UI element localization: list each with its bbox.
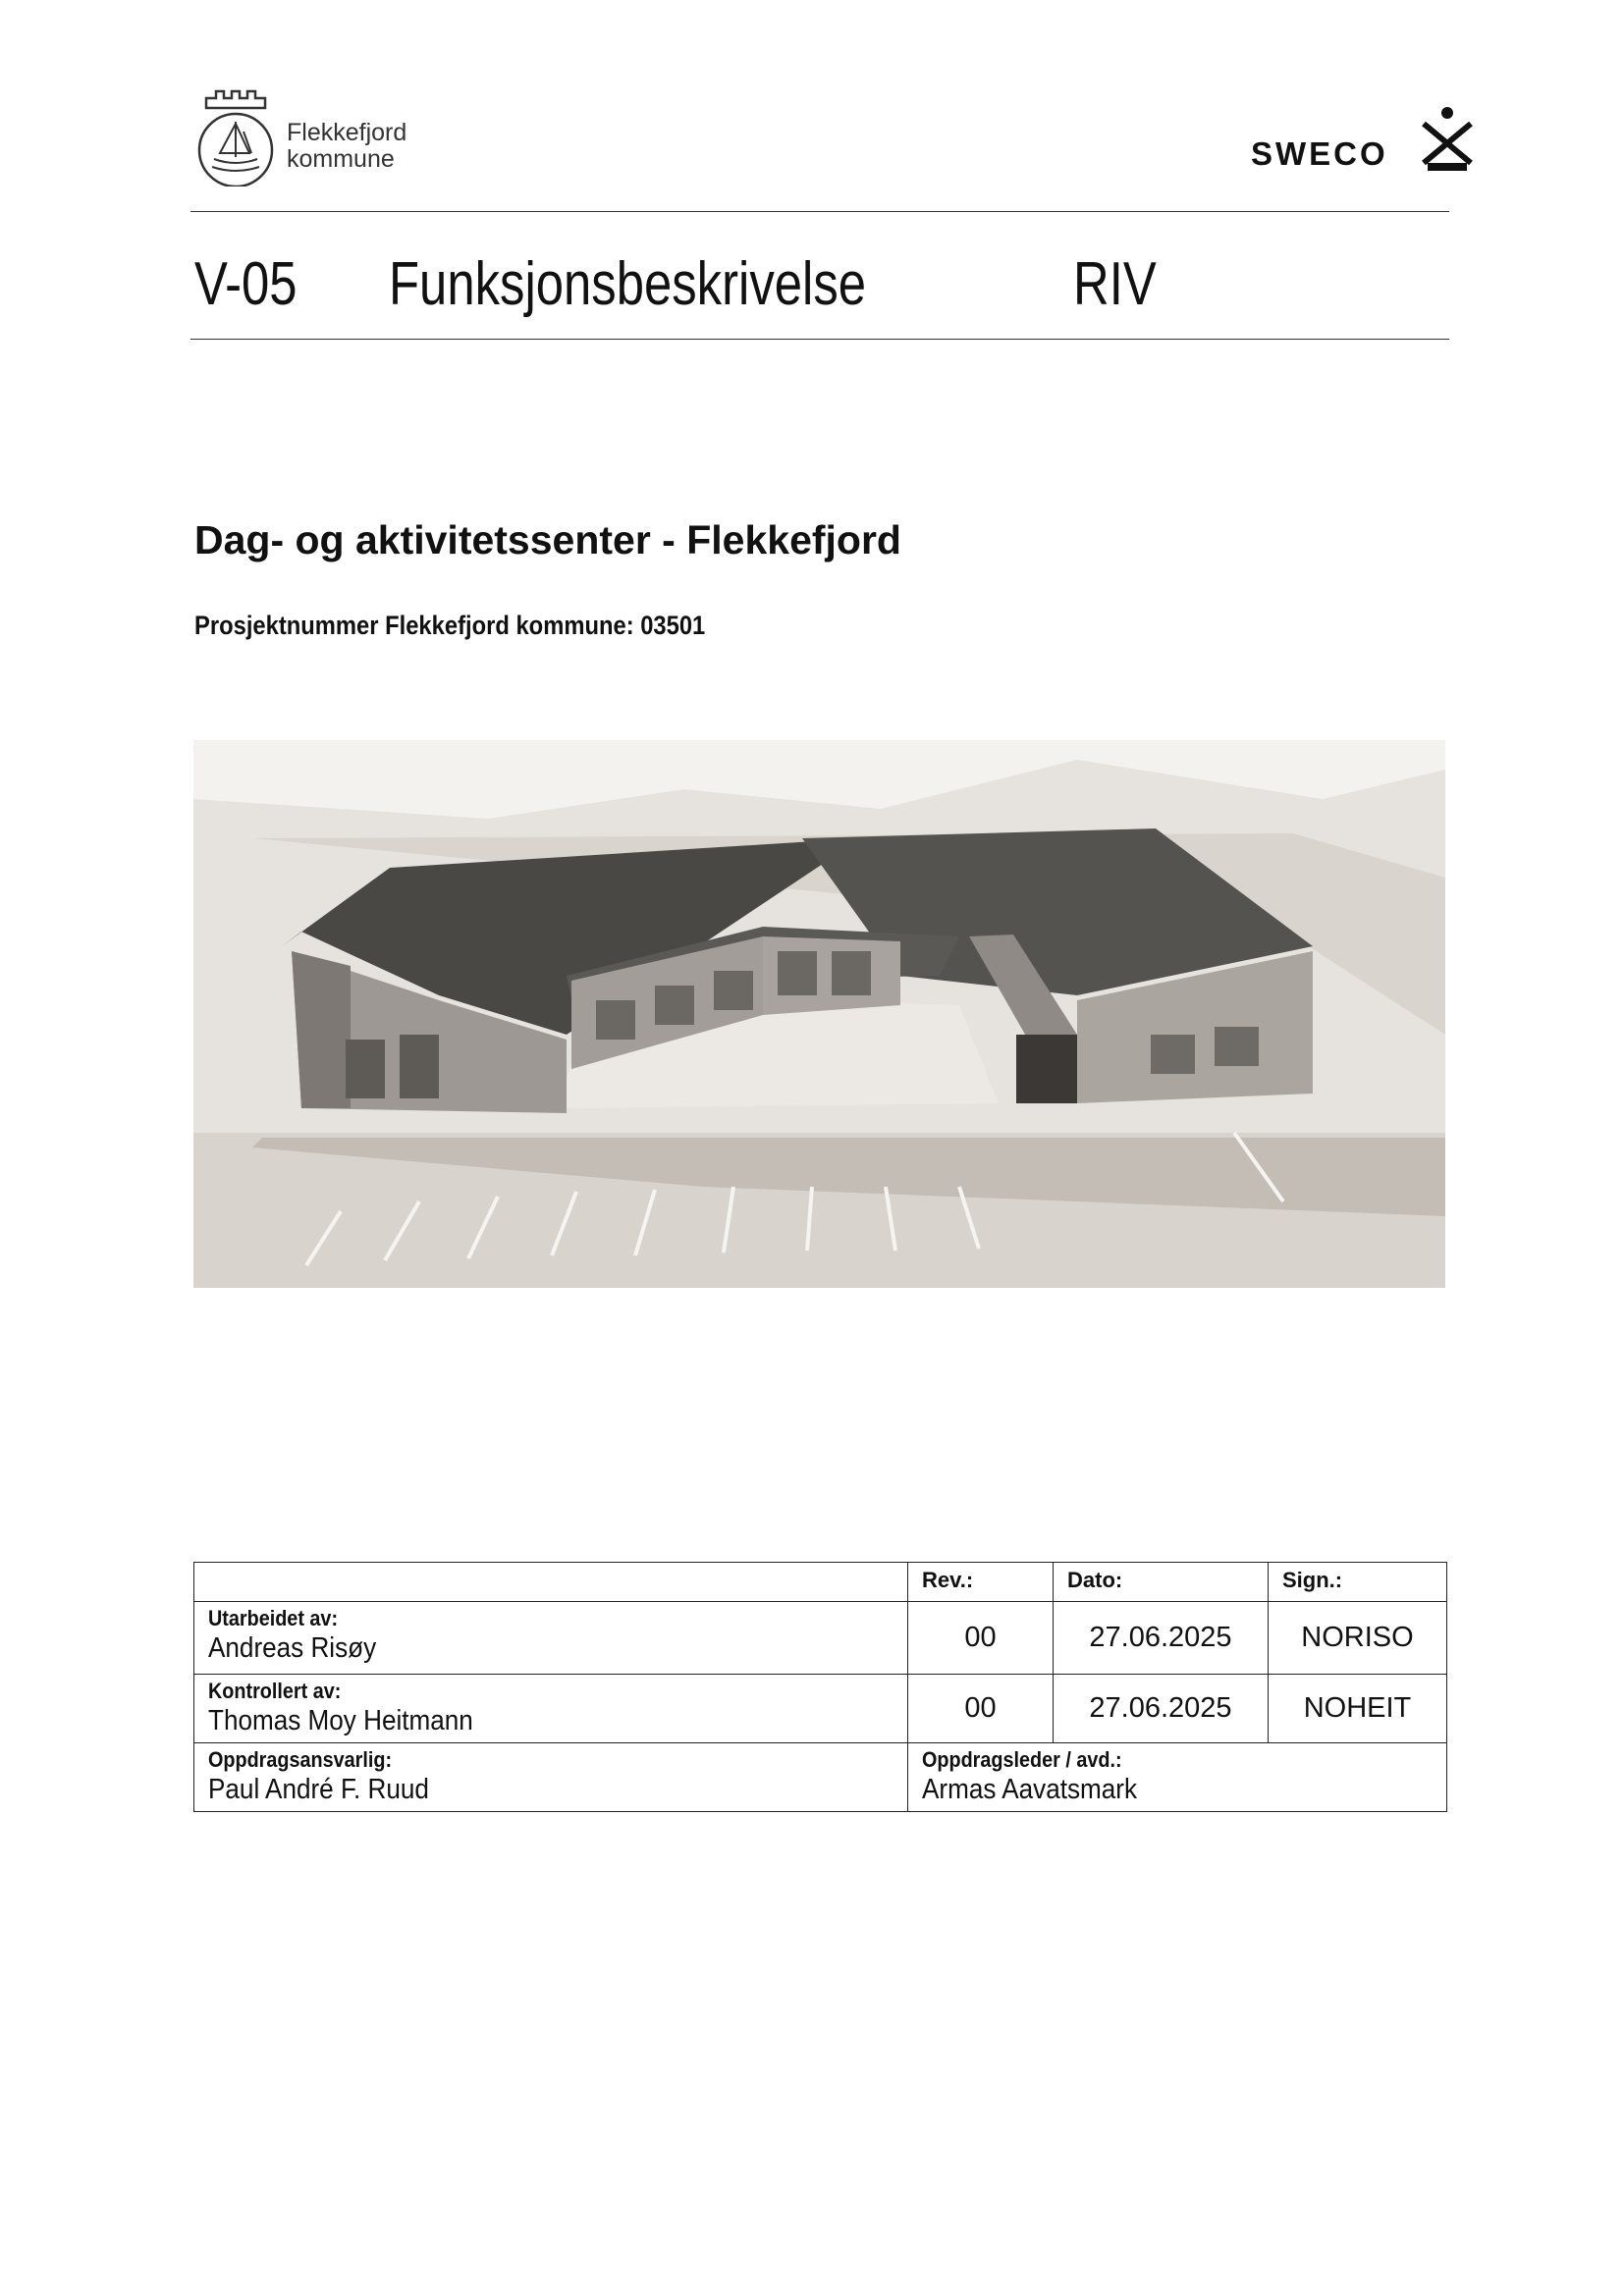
- assignment-leader-label: Oppdragsleder / avd.:: [922, 1747, 1122, 1772]
- document-name: Funksjonsbeskrivelse: [389, 250, 867, 318]
- prepared-sign: NORISO: [1269, 1602, 1447, 1675]
- date-column-header: [1054, 1563, 1269, 1602]
- municipality-name-line1: Flekkefjord: [287, 119, 407, 146]
- project-title: Dag- og aktivitetssenter - Flekkefjord: [194, 517, 901, 562]
- municipality-crest-icon: [192, 88, 281, 187]
- building-render-image: [193, 740, 1445, 1288]
- rev-header-text: Rev.:: [922, 1568, 974, 1592]
- prepared-by-label: Utarbeidet av:: [208, 1606, 339, 1630]
- sweco-wordmark: SWECO: [1251, 135, 1388, 172]
- sweco-logo: [1251, 106, 1477, 175]
- title-rule: [190, 339, 1449, 340]
- prepared-rev: 00: [908, 1602, 1054, 1675]
- date-header-text: Dato:: [1067, 1568, 1123, 1592]
- municipality-name-line2: kommune: [287, 145, 395, 173]
- signature-table-header-row: [194, 1563, 1447, 1602]
- prepared-date: 27.06.2025: [1054, 1602, 1269, 1675]
- sign-header-text: Sign.:: [1282, 1568, 1343, 1592]
- checked-sign: NOHEIT: [1269, 1675, 1447, 1743]
- sign-column-header: [1269, 1563, 1447, 1602]
- table-row: [194, 1602, 1447, 1675]
- flekkefjord-kommune-logo: [192, 88, 448, 187]
- prepared-by-name: Andreas Risøy: [208, 1632, 377, 1664]
- table-row: [194, 1675, 1447, 1743]
- document-code: V-05: [194, 250, 298, 318]
- prepared-by-cell: [194, 1602, 908, 1675]
- signature-table-footer-row: [194, 1743, 1447, 1812]
- checked-by-name: Thomas Moy Heitmann: [208, 1705, 473, 1736]
- assignment-responsible-name: Paul André F. Ruud: [208, 1774, 429, 1805]
- header-empty-cell: [194, 1563, 908, 1602]
- checked-by-cell: [194, 1675, 908, 1743]
- header-rule: [190, 211, 1449, 212]
- checked-date: 27.06.2025: [1054, 1675, 1269, 1743]
- document-discipline: RIV: [1073, 250, 1157, 318]
- assignment-responsible-cell: [194, 1743, 908, 1812]
- sweco-figure-icon: [1418, 106, 1477, 175]
- municipality-name: [287, 120, 406, 173]
- rev-column-header: [908, 1563, 1054, 1602]
- assignment-responsible-label: Oppdragsansvarlig:: [208, 1747, 393, 1772]
- checked-by-label: Kontrollert av:: [208, 1679, 342, 1703]
- assignment-leader-cell: [908, 1743, 1447, 1812]
- project-number: Prosjektnummer Flekkefjord kommune: 03501: [194, 611, 706, 640]
- signature-table: [193, 1562, 1447, 1812]
- checked-rev: 00: [908, 1675, 1054, 1743]
- assignment-leader-name: Armas Aavatsmark: [922, 1774, 1138, 1805]
